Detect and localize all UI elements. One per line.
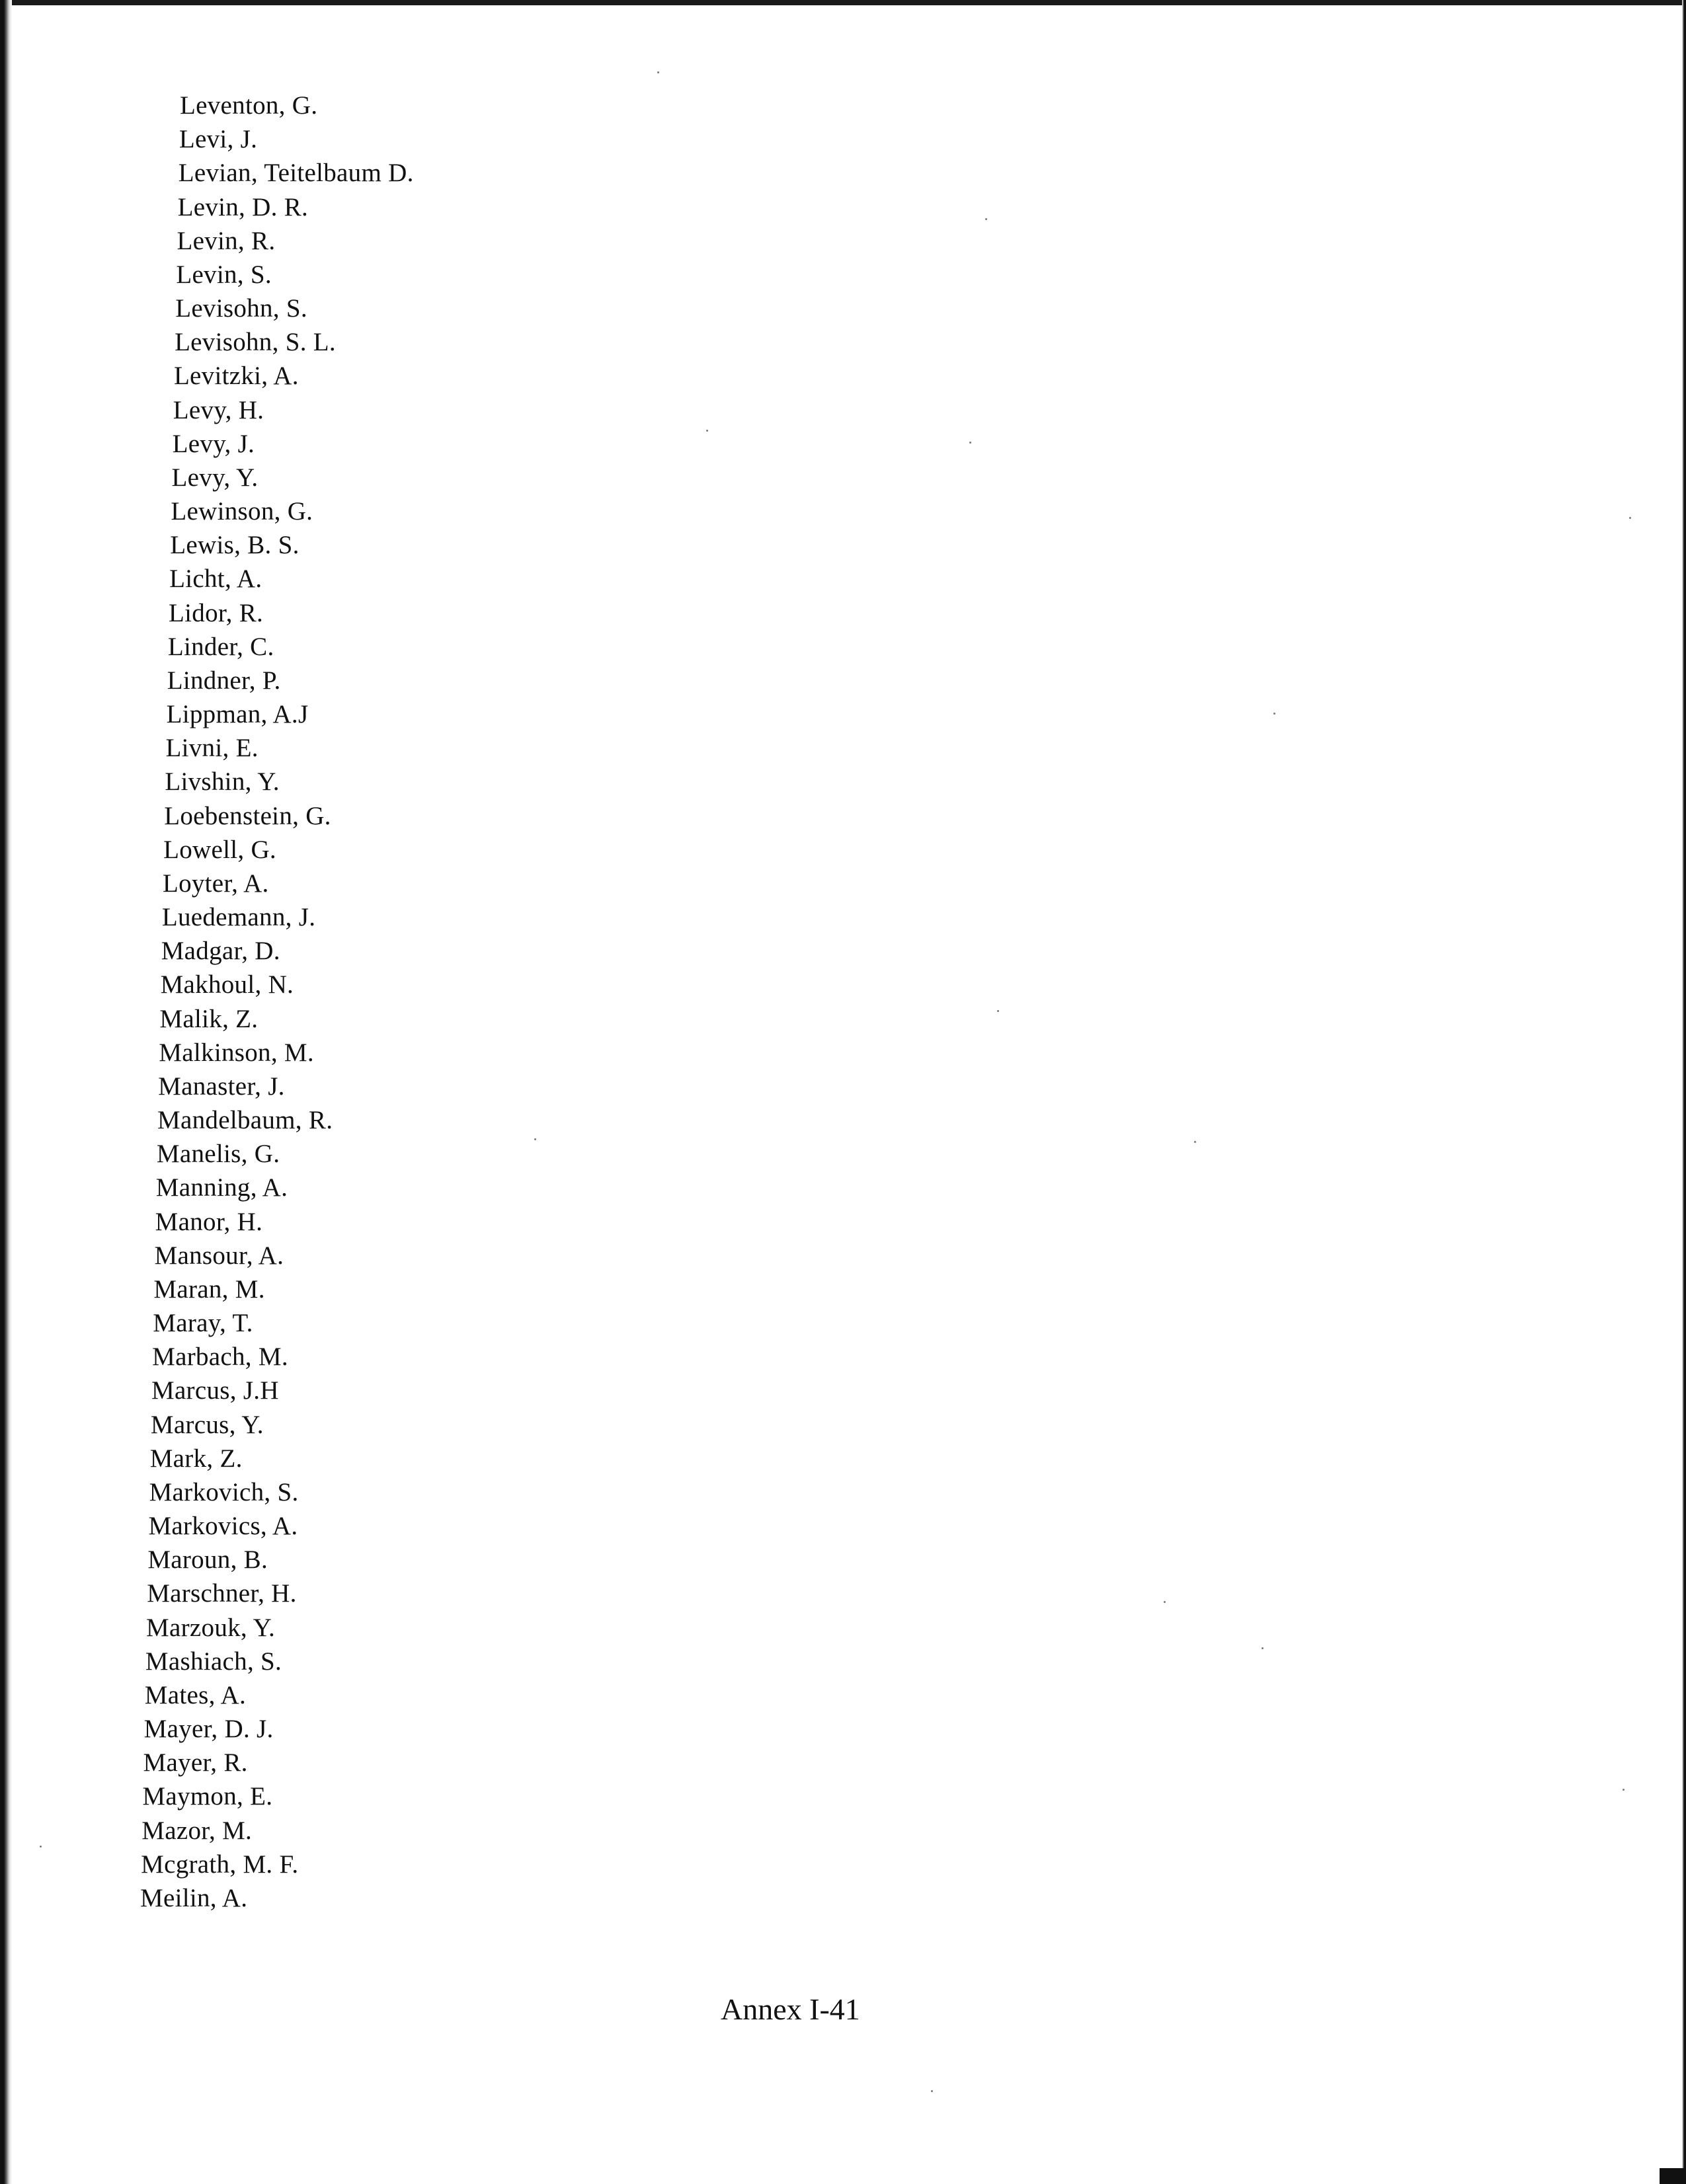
list-item: Licht, A.	[169, 565, 262, 594]
list-item: Manor, H.	[155, 1207, 263, 1236]
list-item: Mates, A.	[144, 1680, 247, 1709]
list-item: Lewis, B. S.	[170, 531, 300, 560]
list-item: Levy, Y.	[171, 463, 259, 492]
scan-speck	[1273, 713, 1275, 715]
scan-left-edge	[0, 0, 12, 2184]
scan-speck	[1194, 1141, 1196, 1143]
list-item: Maran, M.	[153, 1274, 265, 1304]
list-item: Madgar, D.	[161, 937, 280, 966]
list-item: Mcgrath, M. F.	[141, 1850, 299, 1879]
scan-speck	[997, 1010, 999, 1012]
list-item: Lindner, P.	[167, 666, 281, 695]
list-item: Mashiach, S.	[145, 1647, 282, 1676]
scan-top-edge	[0, 0, 1686, 5]
list-item: Marcus, Y.	[150, 1410, 264, 1439]
list-item: Livni, E.	[165, 734, 259, 763]
list-item: Marzouk, Y.	[146, 1613, 276, 1642]
scan-speck	[1629, 517, 1631, 519]
list-item: Mazor, M.	[141, 1816, 253, 1845]
list-item: Maray, T.	[153, 1309, 253, 1338]
list-item: Loyter, A.	[162, 869, 269, 898]
scan-speck	[706, 430, 708, 432]
scan-speck	[1262, 1647, 1264, 1649]
list-item: Mansour, A.	[154, 1241, 284, 1270]
list-item: Linder, C.	[167, 632, 274, 661]
list-item: Makhoul, N.	[160, 970, 294, 999]
list-item: Maymon, E.	[142, 1782, 273, 1811]
list-item: Lippman, A.J	[166, 700, 309, 729]
list-item: Lewinson, G.	[171, 497, 313, 526]
list-item: Manning, A.	[155, 1173, 288, 1202]
page-number: Annex I-41	[721, 1992, 860, 2026]
list-item: Malkinson, M.	[159, 1038, 314, 1067]
list-item: Levi, J.	[179, 125, 258, 154]
list-item: Markovics, A.	[148, 1512, 298, 1541]
list-item: Mayer, R.	[143, 1748, 248, 1777]
list-item: Levy, J.	[172, 429, 255, 458]
list-item: Luedemann, J.	[161, 903, 316, 932]
list-item: Markovich, S.	[149, 1477, 299, 1506]
list-item: Levitzki, A.	[173, 362, 299, 391]
list-item: Levisohn, S.	[175, 294, 307, 323]
scan-corner-mark	[1660, 2168, 1686, 2184]
list-item: Mark, Z.	[149, 1444, 243, 1473]
scan-speck	[40, 1846, 42, 1848]
list-item: Malik, Z.	[159, 1004, 259, 1033]
scan-speck	[985, 218, 987, 220]
list-item: Leventon, G.	[180, 91, 318, 120]
list-item: Levin, R.	[177, 226, 276, 255]
scan-speck	[534, 1138, 536, 1140]
list-item: Manelis, G.	[156, 1140, 280, 1169]
scan-speck	[931, 2090, 933, 2092]
list-item: Meilin, A.	[140, 1884, 248, 1912]
list-item: Marschner, H.	[147, 1579, 297, 1608]
list-item: Mandelbaum, R.	[157, 1106, 333, 1135]
list-item: Manaster, J.	[158, 1072, 285, 1101]
scan-speck	[969, 442, 971, 444]
list-item: Levy, H.	[173, 395, 264, 424]
list-item: Levin, D. R.	[177, 192, 309, 221]
list-item: Marbach, M.	[152, 1343, 288, 1372]
scan-speck	[657, 71, 659, 73]
list-item: Lidor, R.	[169, 598, 264, 627]
scan-right-edge	[1682, 0, 1686, 2184]
list-item: Mayer, D. J.	[143, 1715, 274, 1744]
list-item: Marcus, J.H	[151, 1376, 279, 1405]
list-item: Levin, S.	[176, 260, 272, 289]
list-item: Loebenstein, G.	[164, 801, 331, 830]
list-item: Livshin, Y.	[165, 767, 280, 797]
list-item: Maroun, B.	[147, 1545, 268, 1575]
list-item: Lowell, G.	[163, 835, 276, 864]
list-item: Levian, Teitelbaum D.	[178, 159, 414, 188]
list-item: Levisohn, S. L.	[175, 328, 336, 357]
scan-speck	[1623, 1789, 1625, 1791]
scan-speck	[1164, 1601, 1166, 1603]
